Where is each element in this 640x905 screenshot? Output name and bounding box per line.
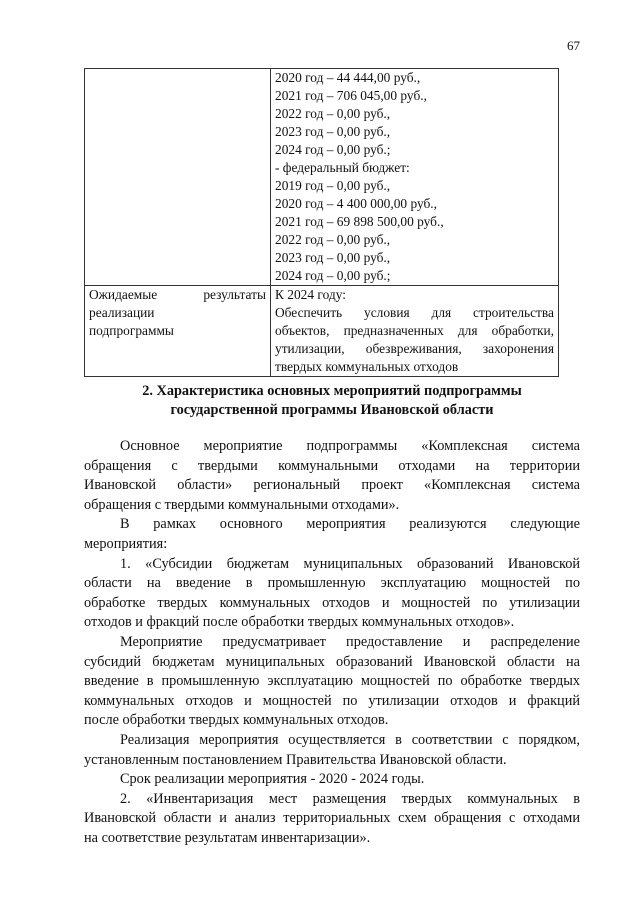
paragraph (84, 515, 580, 554)
label-line: подпрограммы (89, 323, 174, 338)
results-line: объектов, предназначенных для обработки, (275, 323, 554, 338)
results-line: утилизации, обезвреживания, захоронения (275, 341, 554, 356)
text-line: В рамках основного мероприятия реализуются следующие (120, 516, 580, 533)
funding-line: 2021 год – 69 898 500,00 руб., (275, 214, 444, 229)
table-row (85, 69, 559, 286)
table-cell-label (85, 286, 271, 377)
section-heading (84, 382, 580, 420)
page-number: 67 (567, 38, 580, 53)
funding-line: 2020 год – 4 400 000,00 руб., (275, 196, 437, 211)
label-line: Ожидаемые результаты (89, 287, 266, 302)
text-line: Реализация мероприятия осуществляется в соответствии с порядком, (120, 731, 580, 748)
funding-line: 2022 год – 0,00 руб., (275, 106, 391, 121)
funding-line: 2022 год – 0,00 руб., (275, 232, 391, 247)
text-line: Ивановской области и анализ территориальных схем обращения с отходами (84, 810, 580, 827)
table-cell-funding (271, 69, 559, 286)
text-line: Мероприятие предусматривает предоставление и распределение (120, 633, 580, 650)
paragraph (84, 633, 580, 731)
paragraph (84, 770, 580, 790)
funding-line: 2023 год – 0,00 руб., (275, 124, 391, 139)
text-line: мероприятия: (84, 535, 168, 552)
text-line: обращения с твердыми коммунальными отходами». (84, 496, 400, 513)
text-line: 2. «Инвентаризация мест размещения твердых коммунальных в (120, 790, 580, 807)
text-line: субсидий бюджетам муниципальных образований Ивановской области на (84, 653, 580, 670)
section-heading-line: 2. Характеристика основных мероприятий подпрограммы (142, 383, 522, 399)
text-line: установленным постановлением Правительства Ивановской области. (84, 751, 507, 768)
text-line: Срок реализации мероприятия - 2020 - 2024 годы. (120, 771, 425, 788)
table-cell-empty (85, 69, 271, 286)
budget-table (84, 68, 559, 377)
label-line: реализации (89, 305, 155, 320)
funding-line: - федеральный бюджет: (275, 160, 410, 175)
funding-line: 2023 год – 0,00 руб., (275, 250, 391, 265)
paragraph (84, 555, 580, 633)
results-line: К 2024 году: (275, 287, 346, 302)
paragraph (84, 437, 580, 515)
results-line: твердых коммунальных отходов (275, 359, 459, 374)
table-cell-results (271, 286, 559, 377)
funding-line: 2019 год – 0,00 руб., (275, 178, 391, 193)
text-line: Ивановской области» региональный проект «Комплексная система (84, 477, 580, 494)
funding-line: 2024 год – 0,00 руб.; (275, 142, 391, 157)
results-line: Обеспечить условия для строительства (275, 305, 554, 320)
text-line: области на введение в промышленную эксплуатацию мощностей по (84, 575, 580, 592)
text-line: обработке твердых коммунальных отходов и мощностей по утилизации (84, 594, 580, 611)
paragraph (84, 790, 580, 849)
text-line: Основное мероприятие подпрограммы «Комплексная система (120, 438, 580, 454)
text-line: на соответствие результатам инвентаризации». (84, 829, 371, 846)
funding-line: 2024 год – 0,00 руб.; (275, 268, 391, 283)
text-line: 1. «Субсидии бюджетам муниципальных образований Ивановской (120, 555, 580, 572)
text-line: введение в промышленную эксплуатацию мощностей по обработке твердых (84, 673, 580, 690)
text-line: коммунальных отходов и мощностей по утилизации отходов и фракций (84, 692, 580, 709)
section-heading-line: государственной программы Ивановской области (170, 402, 494, 418)
table-row (85, 286, 559, 377)
funding-line: 2021 год – 706 045,00 руб., (275, 88, 427, 103)
text-line: после обработки твердых коммунальных отходов. (84, 712, 389, 729)
body-text (84, 437, 580, 848)
funding-line: 2020 год – 44 444,00 руб., (275, 70, 421, 85)
paragraph (84, 731, 580, 770)
text-line: обращения с твердыми коммунальными отходами на территории (84, 457, 580, 474)
text-line: отходов и фракций после обработки твердых коммунальных отходов». (84, 614, 515, 631)
